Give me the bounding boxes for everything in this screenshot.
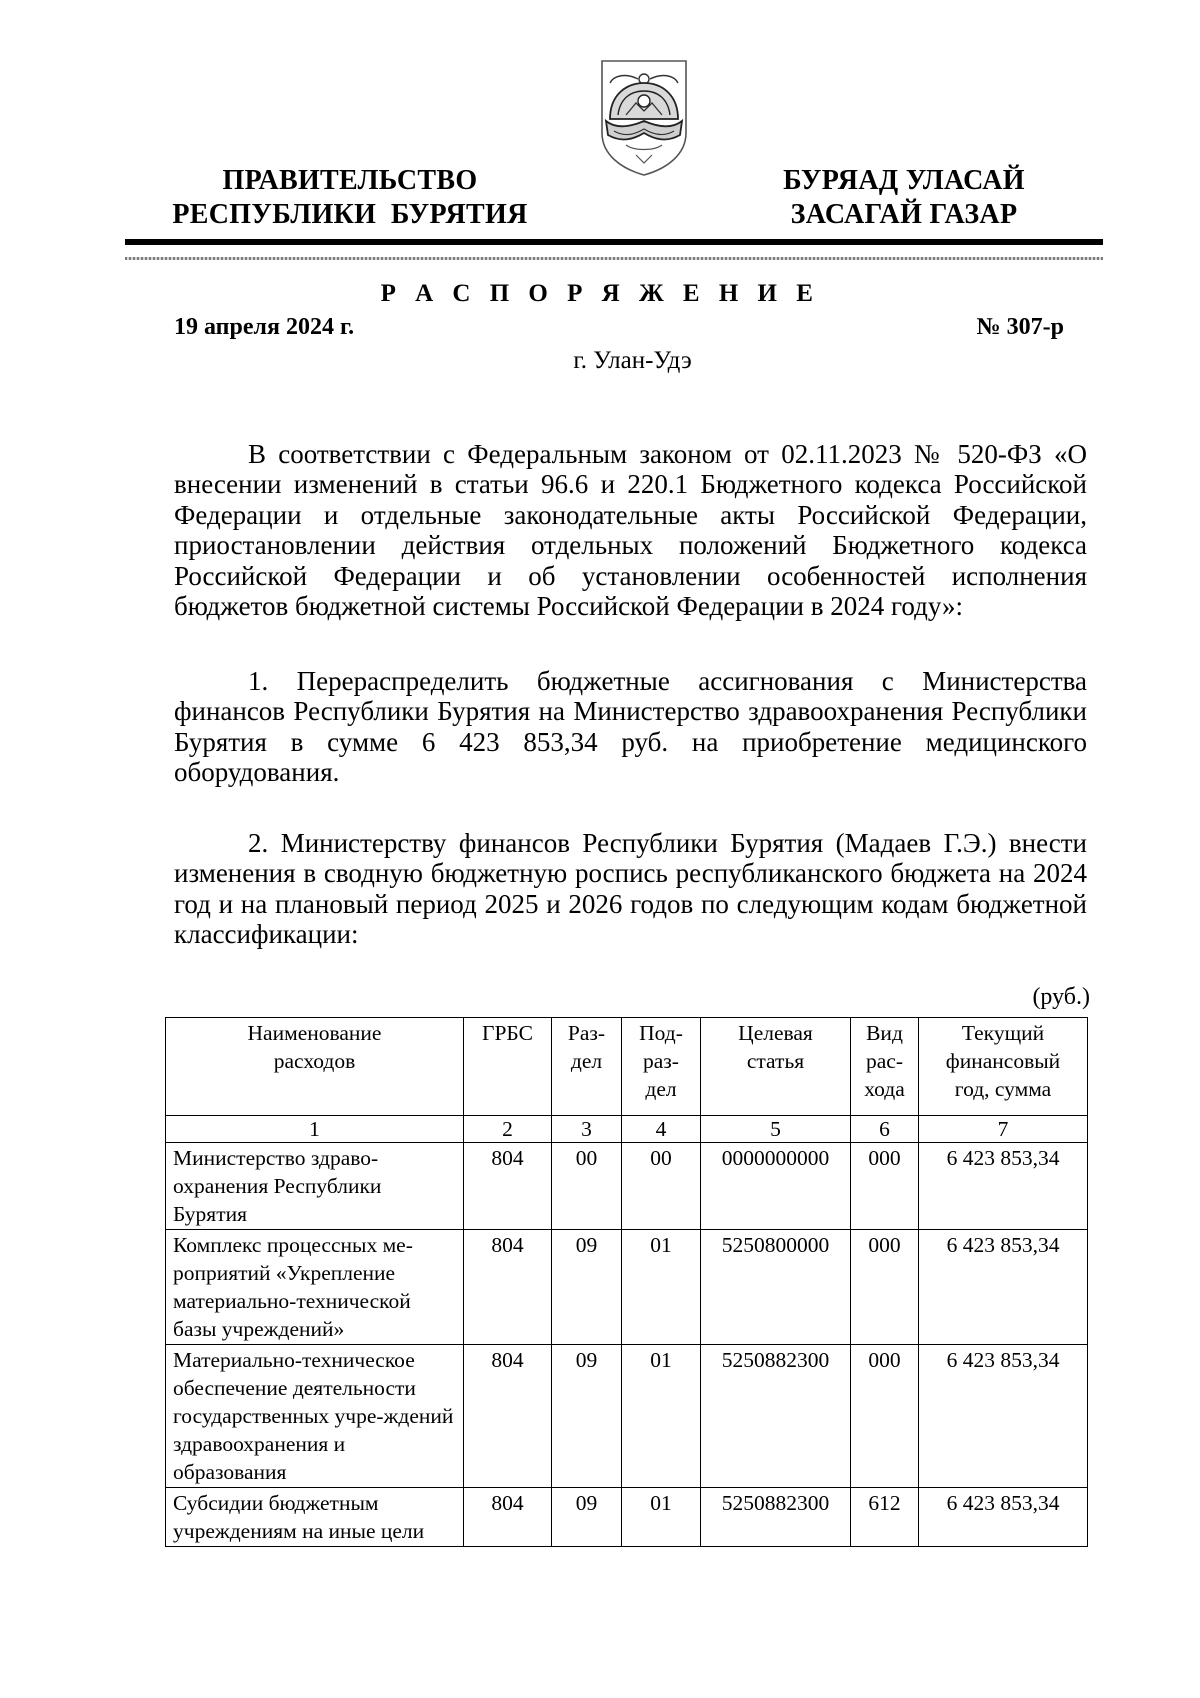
- row-section-cell: 09: [552, 1345, 622, 1488]
- header-cell-amount: Текущий финансовый год, сумма: [919, 1018, 1088, 1116]
- header-right-line1: БУРЯАД УЛАСАЙ: [783, 165, 1025, 196]
- document-date: 19 апреля 2024 г.: [174, 314, 355, 340]
- row-grbs-cell: 804: [464, 1345, 552, 1488]
- row-subsection-cell: 01: [622, 1488, 701, 1547]
- row-amount-cell: 6 423 853,34: [919, 1345, 1088, 1488]
- table-unit-label: (руб.): [1032, 984, 1090, 1010]
- table-row: [166, 1143, 1088, 1230]
- header-cell-section: Раз-дел: [552, 1018, 622, 1116]
- budget-table: [165, 1017, 1088, 1547]
- row-grbs-cell: 804: [464, 1230, 552, 1345]
- header-divider-thin: [125, 257, 1103, 260]
- header-left: [160, 164, 540, 232]
- row-name-cell: Материально-техническое обеспечение деятельности государственных учре-ждений здравоохранения и образования: [166, 1345, 464, 1488]
- header-cell-grbs: ГРБС: [464, 1018, 552, 1116]
- paragraph-item-2: 2. Министерству финансов Республики Бурятия (Мадаев Г.Э.) внести изменения в сводную бюджетную роспись республиканского бюджета на 2024 год и на плановый период 2025 и 2026 годов по следующим кодам бюджетной классификации:: [174, 828, 1087, 950]
- row-section-cell: 09: [552, 1230, 622, 1345]
- row-name-cell: Комплекс процессных ме-роприятий «Укрепление материально-технической базы учреждений»: [166, 1230, 464, 1345]
- row-expense-type-cell: 612: [851, 1488, 919, 1547]
- row-grbs-cell: 804: [464, 1488, 552, 1547]
- row-target-article-cell: 5250882300: [701, 1488, 851, 1547]
- row-name-cell: Министерство здраво-охранения Республики Бурятия: [166, 1143, 464, 1230]
- row-amount-cell: 6 423 853,34: [919, 1143, 1088, 1230]
- header-cell-name: Наименование расходов: [166, 1018, 464, 1116]
- row-subsection-cell: 01: [622, 1345, 701, 1488]
- row-amount-cell: 6 423 853,34: [919, 1230, 1088, 1345]
- column-number: 3: [552, 1116, 622, 1143]
- document-number: № 307-р: [976, 314, 1064, 340]
- header-cell-expense-type: Вид рас-хода: [851, 1018, 919, 1116]
- paragraph-intro: В соответствии с Федеральным законом от 02.11.2023 № 520-ФЗ «О внесении изменений в статьи 96.6 и 220.1 Бюджетного кодекса Российской Федерации и отдельные законодательные акты Российской Федерации, приостановлении действия отдельных положений Бюджетного кодекса Российской Федерации и об установлении особенностей исполнения бюджетов бюджетной системы Российской Федерации в 2024 году»:: [174, 439, 1087, 622]
- header-right-line2: ЗАСАГАЙ ГАЗАР: [790, 199, 1018, 230]
- column-number: 2: [464, 1116, 552, 1143]
- document-type-title: Р А С П О Р Я Ж Е Н И Е: [380, 280, 820, 307]
- row-expense-type-cell: 000: [851, 1345, 919, 1488]
- row-target-article-cell: 0000000000: [701, 1143, 851, 1230]
- row-expense-type-cell: 000: [851, 1230, 919, 1345]
- table-column-number-row: [166, 1116, 1088, 1143]
- column-number: 5: [701, 1116, 851, 1143]
- column-number: 1: [166, 1116, 464, 1143]
- row-amount-cell: 6 423 853,34: [919, 1488, 1088, 1547]
- header-cell-target-article: Целевая статья: [701, 1018, 851, 1116]
- paragraph-item-1: 1. Перераспределить бюджетные ассигнования с Министерства финансов Республики Бурятия на Министерство здравоохранения Республики Бурятия в сумме 6 423 853,34 руб. на приобретение медицинского оборудования.: [174, 666, 1087, 788]
- table-header-row: [166, 1018, 1088, 1116]
- header-left-line2: РЕСПУБЛИКИ БУРЯТИЯ: [172, 199, 528, 230]
- coat-of-arms-emblem: [596, 55, 692, 179]
- row-target-article-cell: 5250882300: [701, 1345, 851, 1488]
- row-grbs-cell: 804: [464, 1143, 552, 1230]
- row-target-article-cell: 5250800000: [701, 1230, 851, 1345]
- table-row: [166, 1230, 1088, 1345]
- row-expense-type-cell: 000: [851, 1143, 919, 1230]
- row-subsection-cell: 00: [622, 1143, 701, 1230]
- table-row: [166, 1488, 1088, 1547]
- header-left-line1: ПРАВИТЕЛЬСТВО: [222, 165, 478, 196]
- row-subsection-cell: 01: [622, 1230, 701, 1345]
- row-section-cell: 09: [552, 1488, 622, 1547]
- document-city: г. Улан-Удэ: [573, 347, 692, 374]
- row-section-cell: 00: [552, 1143, 622, 1230]
- header-cell-subsection: Под-раз-дел: [622, 1018, 701, 1116]
- column-number: 6: [851, 1116, 919, 1143]
- column-number: 7: [919, 1116, 1088, 1143]
- row-name-cell: Субсидии бюджетным учреждениям на иные цели: [166, 1488, 464, 1547]
- column-number: 4: [622, 1116, 701, 1143]
- table-row: [166, 1345, 1088, 1488]
- header-right: [744, 164, 1064, 232]
- header-divider-thick: [125, 239, 1103, 245]
